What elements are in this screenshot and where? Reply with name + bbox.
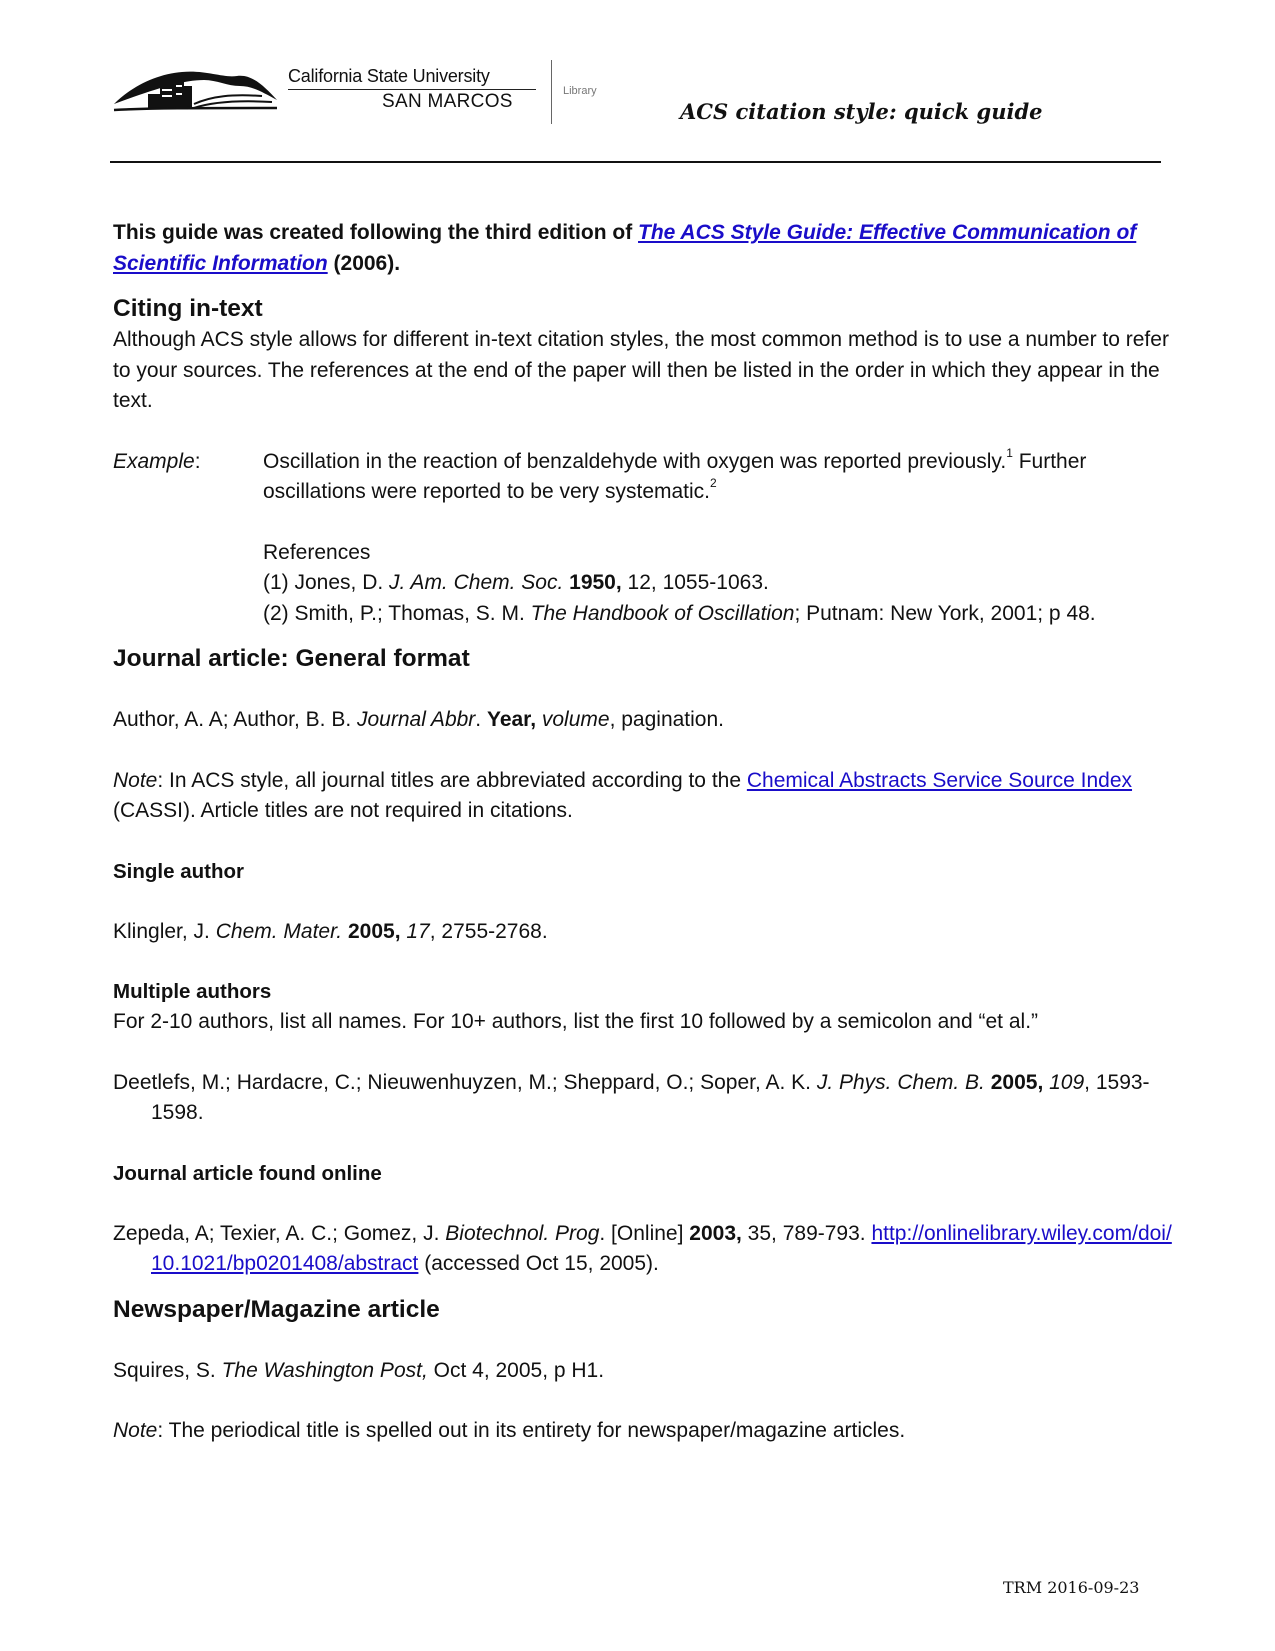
- document-body: [113, 218, 1173, 1447]
- example-label: Example:: [113, 449, 201, 473]
- header-rule: [110, 161, 1161, 163]
- reference-2: (2) Smith, P.; Thomas, S. M. The Handbook of Oscillation; Putnam: New York, 2001; p 48.: [263, 601, 1096, 625]
- newspaper-heading: Newspaper/Magazine article: [113, 1295, 440, 1323]
- single-author-citation: Klingler, J. Chem. Mater. 2005, 17, 2755-2768.: [113, 919, 548, 943]
- university-name: California State University: [288, 66, 490, 86]
- online-article-heading: Journal article found online: [113, 1161, 382, 1185]
- multiple-authors-heading: Multiple authors: [113, 980, 272, 1003]
- example-text: Oscillation in the reaction of benzaldehyde with oxygen was reported previously.$^1$ Further oscillations were reported to be very systematic.$^2$: [263, 445, 1087, 503]
- citing-heading: Citing in-text: [113, 295, 263, 322]
- example-content: [263, 447, 1173, 630]
- header-vertical-divider: [551, 60, 552, 124]
- online-article-citation: Zepeda, A; Texier, A. C.; Gomez, J. Biotechnol. Prog. [Online] 2003, 35, 789-793. http://onlinelibrary.wiley.com/doi/ 10.1021/bp0201408/abstract (accessed Oct 15, 2005).: [113, 1221, 1172, 1275]
- university-campus: SAN MARCOS: [382, 91, 513, 112]
- journal-note: Note: In ACS style, all journal titles are abbreviated according to the Chemical Abstracts Service Source Index (CASSI). Article titles are not required in citations.: [113, 768, 1133, 822]
- multiple-authors-citation: Deetlefs, M.; Hardacre, C.; Nieuwenhuyzen, M.; Sheppard, O.; Soper, A. K. J. Phys. Chem. B. 2005, 109, 1593-1598.: [113, 1070, 1150, 1124]
- newspaper-citation: Squires, S. The Washington Post, Oct 4, 2005, p H1.: [113, 1358, 605, 1382]
- acs-style-guide-link[interactable]: The ACS Style Guide: Effective Communication of Scientific Information: [113, 221, 1137, 275]
- single-author-heading: Single author: [113, 859, 244, 883]
- journal-format: Author, A. A; Author, B. B. Journal Abbr. Year, volume, pagination.: [113, 708, 725, 731]
- cassi-link[interactable]: Chemical Abstracts Service Source Index: [746, 768, 1133, 792]
- wiley-url-link[interactable]: http://onlinelibrary.wiley.com/doi/ 10.1021/bp0201408/abstract: [151, 1221, 1172, 1275]
- csusm-logo-icon: [112, 56, 282, 118]
- multiple-authors-note: For 2-10 authors, list all names. For 10+ authors, list the first 10 followed by a semicolon and “et al.”: [113, 1010, 1039, 1033]
- reference-1: (1) Jones, D. J. Am. Chem. Soc. 1950, 12, 1055-1063.: [263, 571, 769, 594]
- intro-paragraph: This guide was created following the third edition of The ACS Style Guide: Effective Communication of Scientific Information (2006).: [113, 221, 1137, 275]
- journal-heading: Journal article: General format: [113, 645, 470, 672]
- university-divider: [288, 89, 536, 90]
- example-block: [113, 447, 1173, 630]
- guide-title: ACS citation style: quick guide: [680, 99, 1043, 124]
- citing-paragraph: Although ACS style allows for different in-text citation styles, the most common method is to use a number to refer to your sources. The references at the end of the paper will then be listed in the order in which they appear in the text.: [113, 328, 1169, 412]
- footer-code: TRM 2016-09-23: [1003, 1578, 1140, 1597]
- newspaper-note: Note: The periodical title is spelled out in its entirety for newspaper/magazine articles.: [113, 1419, 906, 1442]
- library-label: Library: [563, 85, 597, 97]
- references-label: References: [263, 540, 371, 564]
